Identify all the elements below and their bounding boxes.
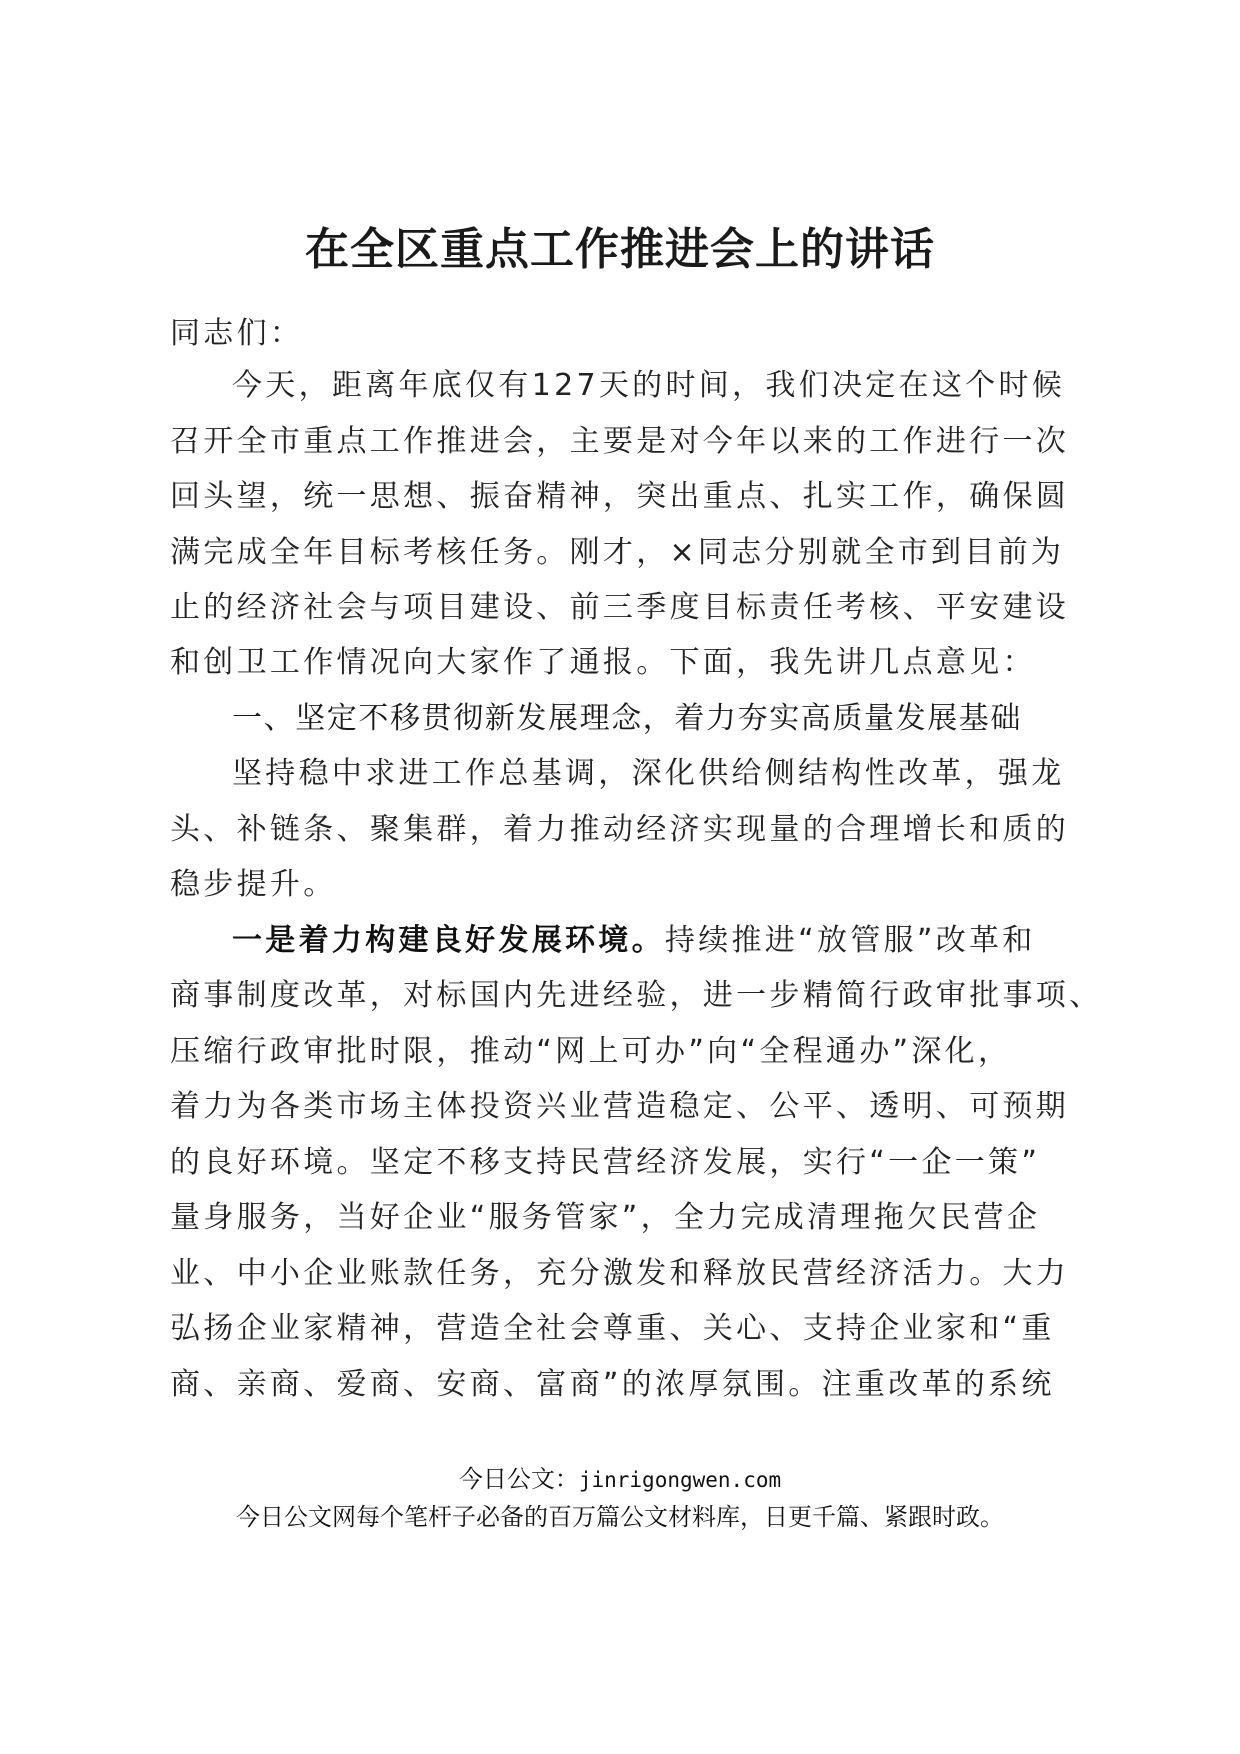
footer-site-line xyxy=(0,1462,1240,1497)
section-heading: 一、坚定不移贯彻新发展理念，着力夯实高质量发展基础 xyxy=(232,701,1022,736)
lead-continuation: 持续推进“放管服”改革和 xyxy=(664,923,1036,958)
text-line xyxy=(232,913,1112,969)
footer-site-label: 今日公文： xyxy=(458,1465,579,1493)
text-line: 回头望，统一思想、振奋精神，突出重点、扎实工作，确保圆 xyxy=(170,479,1070,514)
footer-slogan: 今日公文网每个笔杆子必备的百万篇公文材料库，日更千篇、紧跟时政。 xyxy=(236,1503,1004,1531)
footer-site-link[interactable]: jinrigongwen.com xyxy=(578,1468,782,1492)
text-line: 量身服务，当好企业“服务管家”，全力完成清理拖欠民营企 xyxy=(170,1200,1041,1235)
text-line: 业、中小企业账款任务，充分激发和释放民营经济活力。大力 xyxy=(170,1256,1070,1291)
text-line: 和创卫工作情况向大家作了通报。下面，我先讲几点意见： xyxy=(170,645,1036,680)
text-line: 商、亲商、爱商、安商、富商”的浓厚氛围。注重改革的系统 xyxy=(170,1367,1055,1402)
paragraph-lead: 一是着力构建良好发展环境。 xyxy=(232,923,665,958)
text-line: 弘扬企业家精神，营造全社会尊重、关心、支持企业家和“重 xyxy=(170,1311,1055,1346)
text-line: 头、补链条、聚集群，着力推动经济实现量的合理增长和质的 xyxy=(170,812,1070,847)
salutation: 同志们： xyxy=(170,316,304,351)
text-line: 今天，距离年底仅有127天的时间，我们决定在这个时候 xyxy=(232,368,1066,403)
text-line: 稳步提升。 xyxy=(170,867,337,902)
text-line: 召开全市重点工作推进会，主要是对今年以来的工作进行一次 xyxy=(170,424,1070,459)
text-line: 止的经济社会与项目建设、前三季度目标责任考核、平安建设 xyxy=(170,590,1070,625)
text-line: 压缩行政审批时限，推动“网上可办”向“全程通办”深化， xyxy=(170,1034,1012,1069)
text-line: 满完成全年目标考核任务。刚才，×同志分别就全市到目前为 xyxy=(170,535,1065,570)
document-title: 在全区重点工作推进会上的讲话 xyxy=(305,224,935,275)
text-line: 的良好环境。坚定不移支持民营经济发展，实行“一企一策” xyxy=(170,1145,1041,1180)
text-line: 坚持稳中求进工作总基调，深化供给侧结构性改革，强龙 xyxy=(232,756,1065,791)
text-line: 着力为各类市场主体投资兴业营造稳定、公平、透明、可预期 xyxy=(170,1089,1070,1124)
text-line: 商事制度改革，对标国内先进经验，进一步精简行政审批事项、 xyxy=(170,978,1103,1013)
